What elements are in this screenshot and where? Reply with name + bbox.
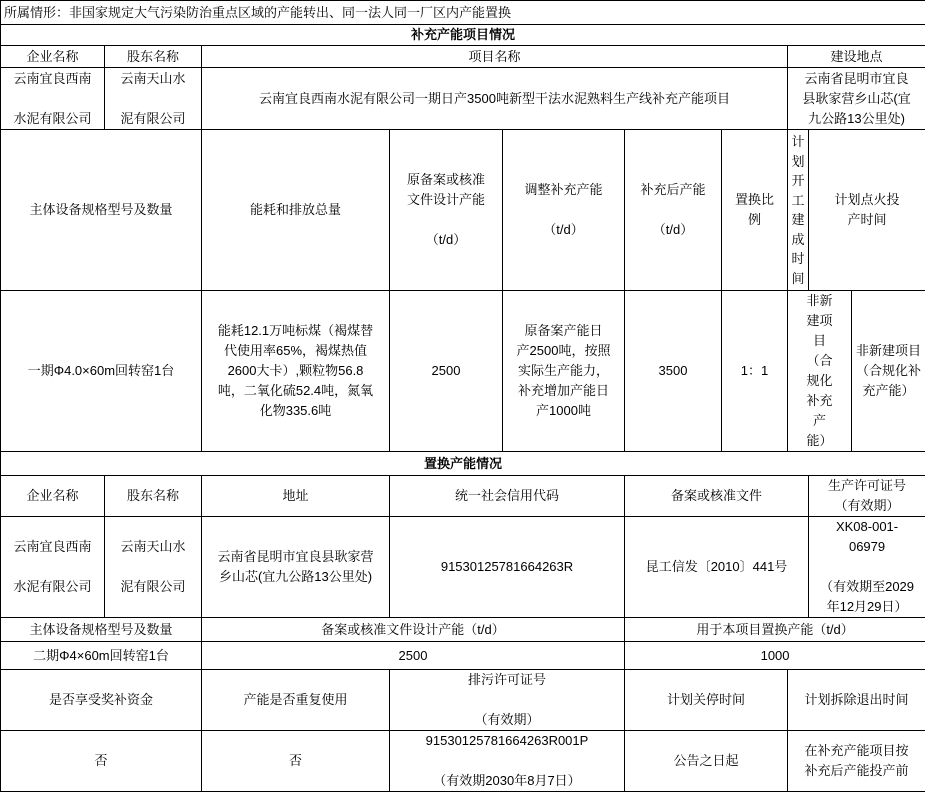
supp-shareholder: 云南天山水 泥有限公司	[105, 68, 202, 130]
repl-header-replace-capacity: 用于本项目置换产能（t/d）	[625, 618, 925, 642]
repl-credit-code: 91530125781664263R	[390, 517, 625, 618]
repl-header-company: 企业名称	[1, 476, 105, 517]
situation-note: 所属情形：非国家规定大气污染防治重点区域的产能转出、同一法人同一厂区内产能置换	[1, 1, 925, 25]
repl-header-license: 生产许可证号 （有效期）	[809, 476, 925, 517]
repl-design-capacity: 2500	[202, 642, 625, 670]
repl-reuse: 否	[202, 731, 390, 792]
supp-header-plan-ignite: 计划点火投 产时间	[809, 130, 925, 291]
repl-company: 云南宜良西南 水泥有限公司	[1, 517, 105, 618]
repl-license: XK08-001- 06979 （有效期至2029 年12月29日）	[809, 517, 925, 618]
supp-after-capacity: 3500	[625, 291, 722, 452]
repl-subsidy: 否	[1, 731, 202, 792]
repl-shutdown: 公告之日起	[625, 731, 788, 792]
repl-header-subsidy: 是否享受奖补资金	[1, 670, 202, 731]
repl-shareholder: 云南天山水 泥有限公司	[105, 517, 202, 618]
supp-header-orig-capacity: 原备案或核准 文件设计产能 （t/d）	[390, 130, 503, 291]
supp-energy: 能耗12.1万吨标煤（褐煤替 代使用率65%，褐煤热值 2600大卡）,颗粒物56.8 吨，二氧化硫52.4吨，氮氧 化物335.6吨	[202, 291, 390, 452]
supp-header-location: 建设地点	[788, 46, 925, 68]
repl-header-address: 地址	[202, 476, 390, 517]
supp-company: 云南宜良西南 水泥有限公司	[1, 68, 105, 130]
supp-orig-capacity: 2500	[390, 291, 503, 452]
supp-header-company: 企业名称	[1, 46, 105, 68]
repl-pollution-permit: 91530125781664263R001P （有效期2030年8月7日）	[390, 731, 625, 792]
supp-header-adjust-capacity: 调整补充产能 （t/d）	[503, 130, 625, 291]
supp-plan-ignite: 非新建项目 （合规化补 充产能）	[852, 291, 925, 452]
supp-header-shareholder: 股东名称	[105, 46, 202, 68]
repl-header-dismantle: 计划拆除退出时间	[788, 670, 925, 731]
replacement-section-title: 置换产能情况	[1, 452, 925, 476]
repl-header-shutdown: 计划关停时间	[625, 670, 788, 731]
supp-header-energy: 能耗和排放总量	[202, 130, 390, 291]
supp-adjust-capacity: 原备案产能日 产2500吨，按照 实际生产能力， 补充增加产能日 产1000吨	[503, 291, 625, 452]
repl-header-filing-doc: 备案或核准文件	[625, 476, 809, 517]
supp-ratio: 1：1	[722, 291, 788, 452]
repl-address: 云南省昆明市宜良县耿家营 乡山芯(宜九公路13公里处)	[202, 517, 390, 618]
supp-header-project: 项目名称	[202, 46, 788, 68]
repl-dismantle: 在补充产能项目按 补充后产能投产前	[788, 731, 925, 792]
repl-filing-doc: 昆工信发〔2010〕441号	[625, 517, 809, 618]
supp-header-equipment: 主体设备规格型号及数量	[1, 130, 202, 291]
supp-plan-start: 非新 建项 目 （合 规化 补充 产 能）	[788, 291, 852, 452]
repl-header-design-capacity: 备案或核准文件设计产能（t/d）	[202, 618, 625, 642]
repl-header-equipment: 主体设备规格型号及数量	[1, 618, 202, 642]
supp-location: 云南省昆明市宜良 县耿家营乡山芯(宜 九公路13公里处)	[788, 68, 925, 130]
supp-header-plan-start: 计 划 开 工 建 成 时 间	[788, 130, 809, 291]
supp-header-ratio: 置换比 例	[722, 130, 788, 291]
repl-header-shareholder: 股东名称	[105, 476, 202, 517]
supp-header-after-capacity: 补充后产能 （t/d）	[625, 130, 722, 291]
repl-header-reuse: 产能是否重复使用	[202, 670, 390, 731]
supp-equipment: 一期Φ4.0×60m回转窑1台	[1, 291, 202, 452]
supplement-section-title: 补充产能项目情况	[1, 25, 925, 46]
repl-replace-capacity: 1000	[625, 642, 925, 670]
repl-equipment: 二期Φ4×60m回转窑1台	[1, 642, 202, 670]
supp-project-name: 云南宜良西南水泥有限公司一期日产3500吨新型干法水泥熟料生产线补充产能项目	[202, 68, 788, 130]
repl-header-pollution-permit: 排污许可证号 （有效期）	[390, 670, 625, 731]
repl-header-credit-code: 统一社会信用代码	[390, 476, 625, 517]
